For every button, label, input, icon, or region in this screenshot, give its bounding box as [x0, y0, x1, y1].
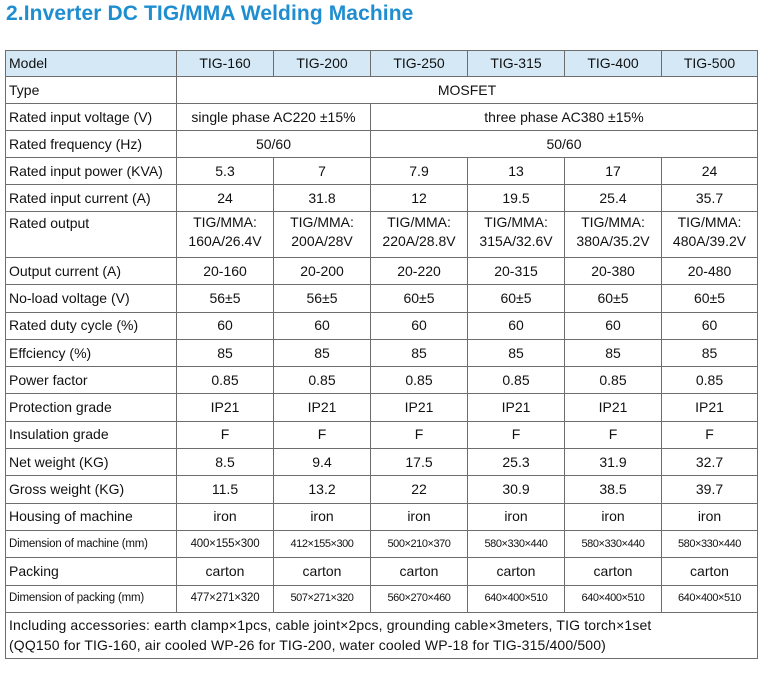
table-cell: 60±5 [371, 285, 468, 312]
rated-output-value: 480A/39.2V [672, 233, 747, 249]
table-cell: 85 [177, 339, 274, 366]
table-cell: iron [662, 503, 758, 530]
row-label: Output current (A) [6, 258, 177, 285]
row-label: Rated input voltage (V) [6, 104, 177, 131]
table-cell: 400×155×300 [177, 530, 274, 557]
type-row [6, 77, 758, 104]
table-cell: IP21 [371, 394, 468, 421]
table-cell: 60 [274, 312, 371, 339]
table-cell: 12 [371, 185, 468, 212]
accessories-line: Including accessories: earth clamp×1pcs, cable joint×2pcs, grounding cable×3meters, TIG torch×1set [9, 616, 652, 633]
table-cell: 85 [274, 339, 371, 366]
model-header: TIG-250 [371, 51, 468, 77]
table-cell: 39.7 [662, 476, 758, 503]
row-label: Rated frequency (Hz) [6, 131, 177, 158]
spec-table [5, 50, 758, 659]
row-label: Rated input current (A) [6, 185, 177, 212]
header-row [6, 51, 758, 77]
table-cell: 35.7 [662, 185, 758, 212]
voltage-row [6, 104, 758, 131]
rated-output-mode: TIG/MMA: [290, 214, 354, 230]
table-cell: 20-220 [371, 258, 468, 285]
rated-output-cell [662, 212, 758, 258]
accessories-line: (QQ150 for TIG-160, air cooled WP-26 for TIG-200, water cooled WP-18 for TIG-315/400/500) [9, 636, 606, 653]
row-label: Packing [6, 558, 177, 585]
table-cell: 640×400×510 [662, 585, 758, 612]
table-cell: 20-315 [468, 258, 565, 285]
rated-output-cell [468, 212, 565, 258]
table-row [6, 585, 758, 612]
table-cell: 477×271×320 [177, 585, 274, 612]
table-row [6, 367, 758, 394]
three-phase-voltage: three phase AC380 ±15% [371, 104, 758, 131]
table-cell: 60 [177, 312, 274, 339]
table-cell: 11.5 [177, 476, 274, 503]
rated-output-mode: TIG/MMA: [677, 214, 742, 230]
table-cell: iron [565, 503, 662, 530]
table-cell: IP21 [274, 394, 371, 421]
table-cell: 0.85 [468, 367, 565, 394]
rated-output-value: 315A/32.6V [479, 233, 553, 249]
table-cell: 24 [662, 158, 758, 185]
frequency-row [6, 131, 758, 158]
table-cell: 0.85 [662, 367, 758, 394]
table-row [6, 503, 758, 530]
row-label: Dimension of packing (mm) [6, 585, 177, 612]
table-row [6, 530, 758, 557]
table-cell: F [565, 421, 662, 448]
table-cell: carton [274, 558, 371, 585]
row-label: Dimension of machine (mm) [6, 530, 177, 557]
row-label: Insulation grade [6, 421, 177, 448]
table-row [6, 258, 758, 285]
table-row [6, 285, 758, 312]
table-cell: 38.5 [565, 476, 662, 503]
rated-output-value: 200A/28V [291, 233, 353, 249]
table-cell: 60±5 [565, 285, 662, 312]
rated-output-row [6, 212, 758, 258]
row-label: Rated duty cycle (%) [6, 312, 177, 339]
table-cell: 30.9 [468, 476, 565, 503]
table-cell: 13.2 [274, 476, 371, 503]
row-label: Protection grade [6, 394, 177, 421]
table-cell: 85 [468, 339, 565, 366]
rated-output-mode: TIG/MMA: [387, 214, 451, 230]
table-cell: 0.85 [177, 367, 274, 394]
table-cell: carton [662, 558, 758, 585]
table-cell: 85 [662, 339, 758, 366]
table-cell: 580×330×440 [468, 530, 565, 557]
table-cell: 640×400×510 [468, 585, 565, 612]
table-row [6, 394, 758, 421]
table-cell: IP21 [177, 394, 274, 421]
table-row [6, 558, 758, 585]
rated-output-mode: TIG/MMA: [581, 214, 645, 230]
table-cell: F [468, 421, 565, 448]
table-cell: 60 [662, 312, 758, 339]
table-cell: 60±5 [662, 285, 758, 312]
model-header: TIG-500 [662, 51, 758, 77]
row-label: Rated input power (KVA) [6, 158, 177, 185]
rated-output-mode: TIG/MMA: [484, 214, 548, 230]
table-cell: 31.8 [274, 185, 371, 212]
table-cell: 60 [371, 312, 468, 339]
rated-output-value: 220A/28.8V [382, 233, 456, 249]
table-cell: carton [371, 558, 468, 585]
table-cell: 85 [371, 339, 468, 366]
rated-output-cell [274, 212, 371, 258]
table-cell: 412×155×300 [274, 530, 371, 557]
single-phase-frequency: 50/60 [177, 131, 371, 158]
row-label: Effciency (%) [6, 339, 177, 366]
accessories-note [6, 612, 758, 658]
table-row [6, 158, 758, 185]
rated-output-cell [565, 212, 662, 258]
table-row [6, 312, 758, 339]
table-cell: carton [565, 558, 662, 585]
table-cell: iron [371, 503, 468, 530]
table-cell: 60 [468, 312, 565, 339]
table-cell: 560×270×460 [371, 585, 468, 612]
table-cell: 31.9 [565, 449, 662, 476]
model-header: TIG-200 [274, 51, 371, 77]
table-cell: F [177, 421, 274, 448]
table-cell: 25.3 [468, 449, 565, 476]
page-title: 2.Inverter DC TIG/MMA Welding Machine [6, 2, 414, 25]
table-cell: iron [177, 503, 274, 530]
table-cell: F [662, 421, 758, 448]
table-cell: 580×330×440 [565, 530, 662, 557]
row-label: Gross weight (KG) [6, 476, 177, 503]
table-cell: IP21 [565, 394, 662, 421]
table-cell: 60±5 [468, 285, 565, 312]
accessories-row [6, 612, 758, 658]
header-label: Model [6, 51, 177, 77]
table-cell: 500×210×370 [371, 530, 468, 557]
model-header: TIG-400 [565, 51, 662, 77]
table-cell: 0.85 [274, 367, 371, 394]
single-phase-voltage: single phase AC220 ±15% [177, 104, 371, 131]
table-cell: 507×271×320 [274, 585, 371, 612]
table-row [6, 185, 758, 212]
row-label: Housing of machine [6, 503, 177, 530]
rated-output-value: 380A/35.2V [576, 233, 650, 249]
table-cell: carton [468, 558, 565, 585]
table-cell: F [274, 421, 371, 448]
row-label: Net weight (KG) [6, 449, 177, 476]
model-header: TIG-160 [177, 51, 274, 77]
table-cell: 17 [565, 158, 662, 185]
rated-output-cell [177, 212, 274, 258]
table-cell: IP21 [468, 394, 565, 421]
table-cell: IP21 [662, 394, 758, 421]
rated-output-value: 160A/26.4V [188, 233, 262, 249]
table-cell: 7.9 [371, 158, 468, 185]
table-cell: 7 [274, 158, 371, 185]
model-header: TIG-315 [468, 51, 565, 77]
rated-output-mode: TIG/MMA: [193, 214, 257, 230]
table-cell: 8.5 [177, 449, 274, 476]
table-cell: 19.5 [468, 185, 565, 212]
table-cell: 24 [177, 185, 274, 212]
table-cell: 5.3 [177, 158, 274, 185]
table-row [6, 339, 758, 366]
table-cell: 640×400×510 [565, 585, 662, 612]
table-cell: 85 [565, 339, 662, 366]
row-label: Rated output [6, 212, 177, 258]
rated-output-cell [371, 212, 468, 258]
table-cell: 13 [468, 158, 565, 185]
table-cell: 0.85 [565, 367, 662, 394]
table-cell: 22 [371, 476, 468, 503]
table-cell: 56±5 [274, 285, 371, 312]
table-cell: 20-160 [177, 258, 274, 285]
table-cell: 25.4 [565, 185, 662, 212]
table-cell: 20-380 [565, 258, 662, 285]
row-label: Power factor [6, 367, 177, 394]
table-cell: 32.7 [662, 449, 758, 476]
table-cell: 20-480 [662, 258, 758, 285]
table-cell: 580×330×440 [662, 530, 758, 557]
table-cell: 60 [565, 312, 662, 339]
table-cell: 9.4 [274, 449, 371, 476]
row-label: No-load voltage (V) [6, 285, 177, 312]
table-cell: 0.85 [371, 367, 468, 394]
row-label: Type [6, 77, 177, 104]
table-row [6, 449, 758, 476]
table-row [6, 421, 758, 448]
table-cell: carton [177, 558, 274, 585]
table-cell: 56±5 [177, 285, 274, 312]
table-cell: iron [468, 503, 565, 530]
three-phase-frequency: 50/60 [371, 131, 758, 158]
type-value: MOSFET [177, 77, 758, 104]
table-cell: iron [274, 503, 371, 530]
table-cell: 20-200 [274, 258, 371, 285]
table-row [6, 476, 758, 503]
table-cell: F [371, 421, 468, 448]
table-cell: 17.5 [371, 449, 468, 476]
